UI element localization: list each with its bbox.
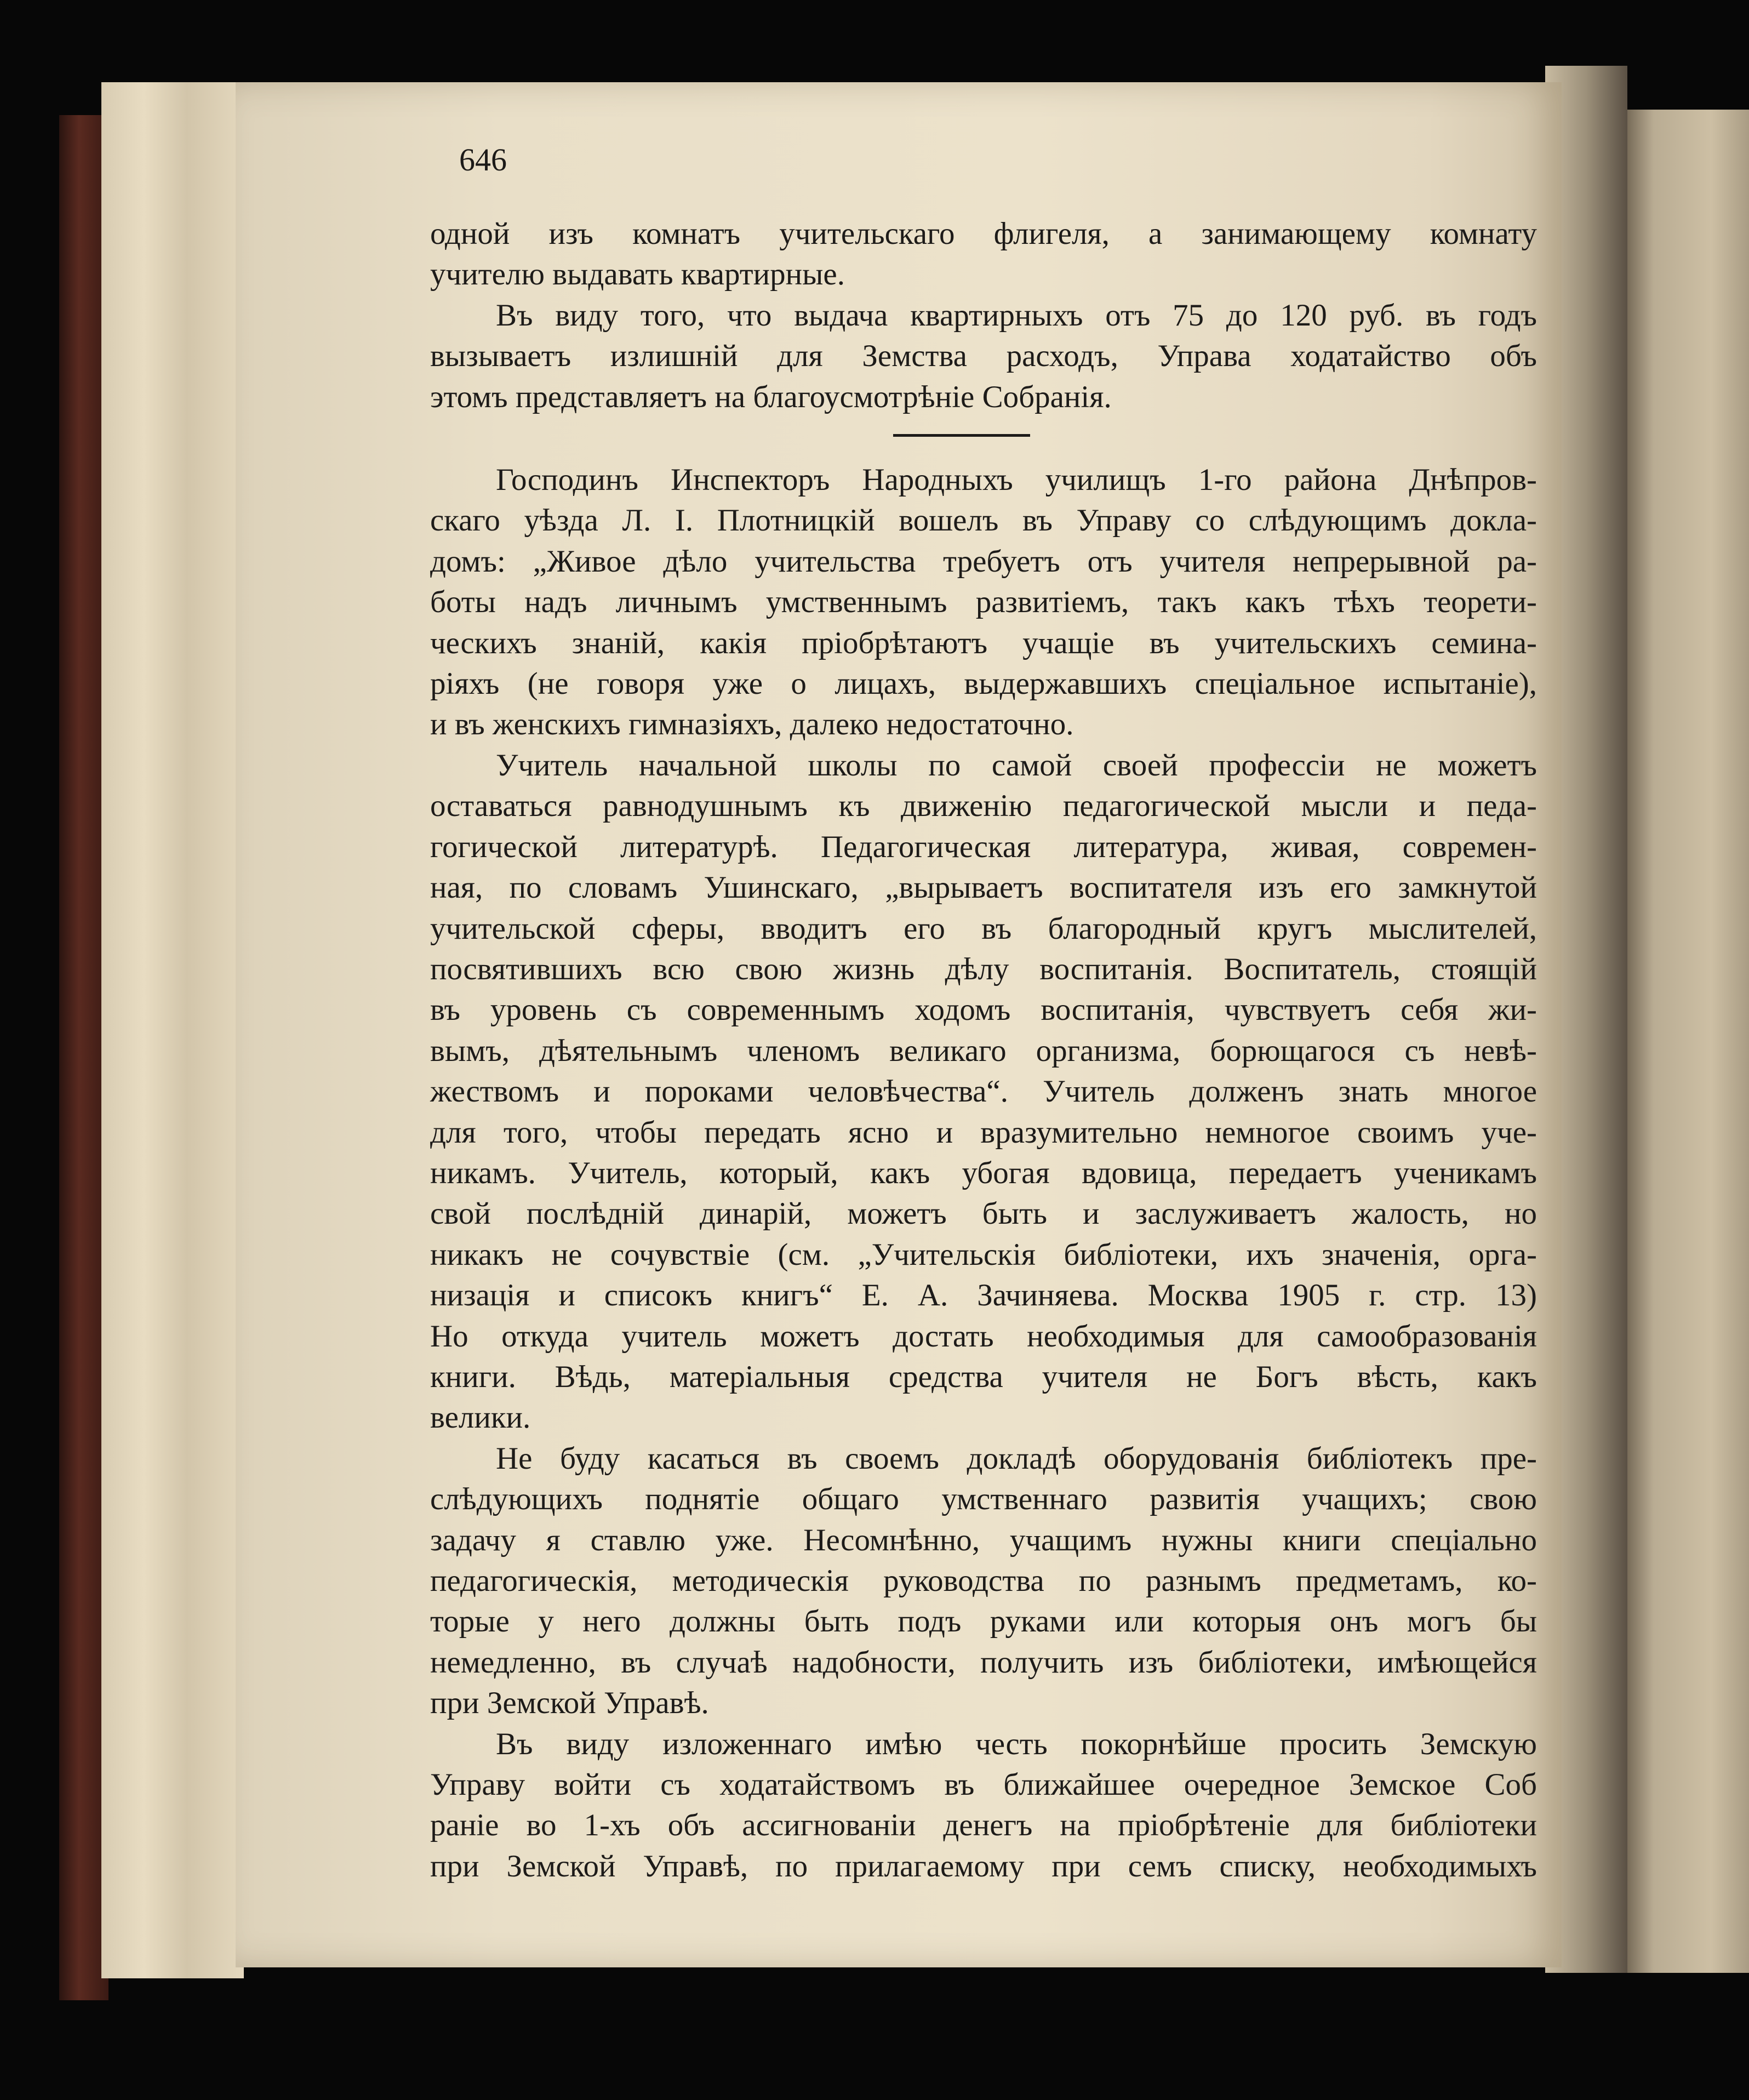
text-line: боты надъ личнымъ умственнымъ развитіемъ, такъ какъ тѣхъ теорети- [430,585,1537,620]
text-line: скаго уѣзда Л. I. Плотницкій вошелъ въ Управу со слѣдующимъ докла- [430,503,1537,538]
text-line: торые у него должны быть подъ руками или которыя онъ могъ бы [430,1604,1537,1639]
paragraph [430,214,1537,295]
paragraph [430,745,1537,1439]
text-line: Не буду касаться въ своемъ докладѣ оборудованія библіотекъ пре- [496,1441,1537,1476]
text-line: оставаться равнодушнымъ къ движенію педагогической мысли и педа- [430,789,1537,824]
text-line: ческихъ знаній, какія пріобрѣтаютъ учащіе въ учительскихъ семина- [430,625,1537,660]
text-line: никамъ. Учитель, который, какъ убогая вдовица, передаетъ ученикамъ [430,1155,1537,1190]
text-line: ная, по словамъ Ушинскаго, „вырываетъ воспитателя изъ его замкнутой [430,870,1537,905]
text-line: немедленно, въ случаѣ надобности, получить изъ библіотеки, имѣющейся [430,1645,1537,1680]
text-line: въ уровень съ современнымъ ходомъ воспитанія, чувствуетъ себя жи- [430,992,1537,1028]
text-line: этомъ представляетъ на благоусмотрѣніе Собранія. [430,379,1112,414]
text-line: жествомъ и пороками человѣчества“. Учитель долженъ знать многое [430,1074,1537,1109]
text-line: Учитель начальной школы по самой своей профессіи не можетъ [496,747,1537,783]
text-line: свой послѣдній динарій, можетъ быть и заслуживаетъ жалость, но [430,1196,1537,1231]
page-number: 646 [459,142,507,178]
text-line: учителю выдавать квартирные. [430,257,845,292]
text-line: слѣдующихъ поднятіе общаго умственнаго развитія учащихъ; свою [430,1482,1537,1517]
text-line: при Земской Управѣ. [430,1686,709,1721]
paragraph [430,295,1537,418]
text-line: Въ виду того, что выдача квартирныхъ отъ 75 до 120 руб. въ годъ [496,298,1537,333]
paragraph [430,1724,1537,1887]
text-line: для того, чтобы передать ясно и вразумительно немногое своимъ уче- [430,1115,1537,1150]
text-line: учительской сферы, вводитъ его въ благородный кругъ мыслителей, [430,911,1537,946]
text-line: вызываетъ излишній для Земства расходъ, Управа ходатайство объ [430,339,1537,374]
paragraph [430,460,1537,745]
paragraph [430,1439,1537,1724]
text-line: домъ: „Живое дѣло учительства требуетъ отъ учителя непрерывной ра- [430,544,1537,579]
text-line: Въ виду изложеннаго имѣю честь покорнѣйше просить Земскую [496,1726,1537,1761]
text-line: одной изъ комнатъ учительскаго флигеля, а занимающему комнату [430,216,1537,251]
text-line: Господинъ Инспекторъ Народныхъ училищъ 1-го района Днѣпров- [496,463,1537,498]
text-line: педагогическія, методическія руководства по разнымъ предметамъ, ко- [430,1563,1537,1598]
text-line: Но откуда учитель можетъ достать необходимыя для самообразованія [430,1319,1537,1354]
facing-page-edge [1622,110,1749,1973]
page-stack-edge [101,82,244,1978]
text-line: посвятившихъ всю свою жизнь дѣлу воспитанія. Воспитатель, стоящій [430,951,1537,986]
book-page [236,82,1562,1967]
text-line: книги. Вѣдь, матеріальныя средства учителя не Богъ вѣсть, какъ [430,1359,1537,1394]
text-line: задачу я ставлю уже. Несомнѣнно, учащимъ нужны книги спеціально [430,1522,1537,1557]
text-line: раніе во 1-хъ объ ассигнованіи денегъ на пріобрѣтеніе для библіотеки [430,1808,1537,1843]
text-line: ріяхъ (не говоря уже о лицахъ, выдержавшихъ спеціальное испытаніе), [430,666,1537,701]
text-line: велики. [430,1400,531,1435]
text-line: гогической литературѣ. Педагогическая литература, живая, современ- [430,829,1537,864]
text-line: вымъ, дѣятельнымъ членомъ великаго организма, борющагося съ невѣ- [430,1033,1537,1068]
section-divider-rule [893,434,1030,437]
text-line: Управу войти съ ходатайствомъ въ ближайшее очередное Земское Соб [430,1767,1537,1802]
text-line: и въ женскихъ гимназіяхъ, далеко недостаточно. [430,707,1074,742]
text-line: низація и списокъ книгъ“ Е. А. Зачиняева. Москва 1905 г. стр. 13) [430,1278,1537,1313]
text-line: при Земской Управѣ, по прилагаемому при семъ списку, необходимыхъ [430,1848,1537,1884]
page-text [430,214,1537,1887]
text-line: никакъ не сочувствіе (см. „Учительскія библіотеки, ихъ значенія, орга- [430,1237,1537,1272]
